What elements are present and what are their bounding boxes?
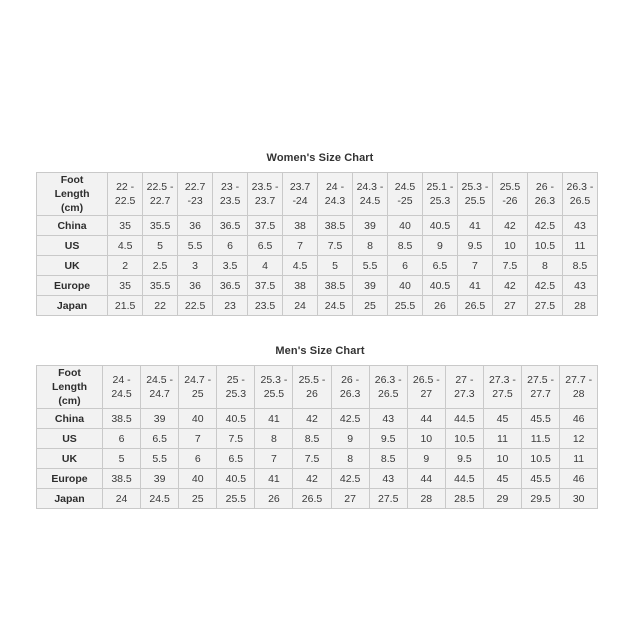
- mens-size-cell: 40.5: [217, 469, 255, 489]
- womens-row-label: China: [37, 216, 108, 236]
- womens-size-cell: 42.5: [527, 216, 562, 236]
- womens-row-label: US: [37, 236, 108, 256]
- mens-size-cell: 44.5: [445, 409, 483, 429]
- womens-size-cell: 28: [562, 296, 597, 316]
- womens-size-cell: 36: [178, 276, 213, 296]
- womens-size-cell: 3: [178, 256, 213, 276]
- womens-size-cell: 26: [422, 296, 457, 316]
- womens-size-cell: 23.5: [248, 296, 283, 316]
- mens-size-cell: 42: [293, 469, 331, 489]
- womens-size-cell: 8.5: [388, 236, 423, 256]
- womens-size-cell: 35: [108, 276, 143, 296]
- womens-size-cell: 23: [213, 296, 248, 316]
- mens-size-cell: 9.5: [445, 449, 483, 469]
- womens-size-cell: 2: [108, 256, 143, 276]
- womens-size-cell: 6.5: [422, 256, 457, 276]
- mens-size-cell: 8.5: [293, 429, 331, 449]
- mens-row-label: Europe: [37, 469, 103, 489]
- womens-foot-length-cell: 23.7 -24: [283, 173, 318, 216]
- mens-size-cell: 24: [103, 489, 141, 509]
- mens-size-cell: 28.5: [445, 489, 483, 509]
- mens-size-cell: 45: [483, 409, 521, 429]
- mens-row-japan: [37, 489, 598, 509]
- womens-size-cell: 42: [492, 276, 527, 296]
- mens-size-cell: 8: [331, 449, 369, 469]
- mens-row-us: [37, 429, 598, 449]
- mens-size-cell: 6.5: [141, 429, 179, 449]
- womens-size-cell: 4: [248, 256, 283, 276]
- womens-size-cell: 6: [388, 256, 423, 276]
- mens-size-cell: 24.5: [141, 489, 179, 509]
- womens-size-cell: 22: [143, 296, 178, 316]
- mens-foot-length-cell: 25.5 - 26: [293, 366, 331, 409]
- mens-foot-length-cell: 27.5 - 27.7: [522, 366, 560, 409]
- mens-size-cell: 11: [560, 449, 598, 469]
- womens-foot-length-cell: 25.3 - 25.5: [457, 173, 492, 216]
- mens-size-cell: 12: [560, 429, 598, 449]
- mens-row-label: Japan: [37, 489, 103, 509]
- womens-size-cell: 40: [388, 276, 423, 296]
- womens-foot-length-cell: 25.5 -26: [492, 173, 527, 216]
- womens-foot-length-cell: 26.3 - 26.5: [562, 173, 597, 216]
- womens-foot-length-cell: 22.5 - 22.7: [143, 173, 178, 216]
- mens-size-cell: 11.5: [522, 429, 560, 449]
- mens-size-cell: 30: [560, 489, 598, 509]
- womens-size-cell: 36.5: [213, 216, 248, 236]
- mens-size-cell: 28: [407, 489, 445, 509]
- mens-size-cell: 26.5: [293, 489, 331, 509]
- womens-row-uk: [37, 256, 598, 276]
- mens-foot-length-cell: 27.3 - 27.5: [483, 366, 521, 409]
- mens-size-cell: 10.5: [522, 449, 560, 469]
- mens-size-cell: 42: [293, 409, 331, 429]
- mens-size-cell: 45.5: [522, 469, 560, 489]
- womens-size-cell: 5: [318, 256, 353, 276]
- mens-size-cell: 8: [255, 429, 293, 449]
- womens-size-cell: 36: [178, 216, 213, 236]
- mens-size-cell: 41: [255, 409, 293, 429]
- womens-size-cell: 36.5: [213, 276, 248, 296]
- womens-foot-length-cell: 23.5 - 23.7: [248, 173, 283, 216]
- mens-size-cell: 44: [407, 409, 445, 429]
- womens-size-cell: 6: [213, 236, 248, 256]
- mens-size-cell: 6: [179, 449, 217, 469]
- mens-size-cell: 29: [483, 489, 521, 509]
- mens-size-cell: 45.5: [522, 409, 560, 429]
- womens-size-cell: 38.5: [318, 276, 353, 296]
- womens-foot-length-cell: 24 - 24.3: [318, 173, 353, 216]
- mens-foot-length-cell: 24.7 - 25: [179, 366, 217, 409]
- womens-size-cell: 10: [492, 236, 527, 256]
- mens-size-table: [36, 365, 598, 509]
- mens-size-cell: 25.5: [217, 489, 255, 509]
- womens-size-cell: 41: [457, 216, 492, 236]
- mens-foot-length-cell: 24 - 24.5: [103, 366, 141, 409]
- mens-size-cell: 25: [179, 489, 217, 509]
- mens-size-cell: 44.5: [445, 469, 483, 489]
- womens-size-cell: 22.5: [178, 296, 213, 316]
- womens-row-us: [37, 236, 598, 256]
- mens-size-cell: 9: [407, 449, 445, 469]
- mens-foot-length-cell: 26.5 - 27: [407, 366, 445, 409]
- womens-size-cell: 42: [492, 216, 527, 236]
- mens-foot-length-row: [37, 366, 598, 409]
- mens-size-cell: 6.5: [217, 449, 255, 469]
- womens-size-cell: 25.5: [388, 296, 423, 316]
- mens-foot-length-cell: 27 - 27.3: [445, 366, 483, 409]
- womens-row-label: UK: [37, 256, 108, 276]
- womens-size-cell: 35: [108, 216, 143, 236]
- womens-size-cell: 38.5: [318, 216, 353, 236]
- mens-size-cell: 26: [255, 489, 293, 509]
- mens-size-cell: 27.5: [369, 489, 407, 509]
- mens-size-cell: 38.5: [103, 469, 141, 489]
- womens-size-cell: 27.5: [527, 296, 562, 316]
- mens-size-cell: 43: [369, 409, 407, 429]
- mens-size-cell: 7.5: [217, 429, 255, 449]
- womens-foot-length-cell: 25.1 - 25.3: [422, 173, 457, 216]
- womens-size-chart-title: Women's Size Chart: [266, 152, 374, 164]
- womens-row-label: Japan: [37, 296, 108, 316]
- womens-foot-length-cell: 22 - 22.5: [108, 173, 143, 216]
- womens-size-cell: 6.5: [248, 236, 283, 256]
- mens-size-cell: 29.5: [522, 489, 560, 509]
- womens-size-cell: 3.5: [213, 256, 248, 276]
- womens-size-cell: 9: [422, 236, 457, 256]
- womens-size-cell: 8.5: [562, 256, 597, 276]
- womens-size-cell: 2.5: [143, 256, 178, 276]
- womens-size-cell: 37.5: [248, 216, 283, 236]
- mens-size-cell: 39: [141, 469, 179, 489]
- womens-size-cell: 39: [353, 276, 388, 296]
- mens-foot-length-cell: 26 - 26.3: [331, 366, 369, 409]
- womens-size-table: [36, 172, 598, 316]
- womens-foot-length-cell: 23 - 23.5: [213, 173, 248, 216]
- mens-size-cell: 10.5: [445, 429, 483, 449]
- mens-size-cell: 11: [483, 429, 521, 449]
- womens-size-cell: 38: [283, 216, 318, 236]
- womens-size-cell: 4.5: [108, 236, 143, 256]
- mens-size-chart-title: Men's Size Chart: [275, 345, 365, 357]
- mens-row-label: China: [37, 409, 103, 429]
- womens-size-cell: 5: [143, 236, 178, 256]
- womens-foot-length-cell: 22.7 -23: [178, 173, 213, 216]
- womens-size-cell: 26.5: [457, 296, 492, 316]
- womens-size-cell: 24: [283, 296, 318, 316]
- mens-size-cell: 44: [407, 469, 445, 489]
- womens-size-cell: 9.5: [457, 236, 492, 256]
- womens-size-cell: 37.5: [248, 276, 283, 296]
- mens-row-uk: [37, 449, 598, 469]
- mens-size-cell: 40.5: [217, 409, 255, 429]
- mens-size-cell: 43: [369, 469, 407, 489]
- womens-size-cell: 7: [457, 256, 492, 276]
- womens-size-cell: 10.5: [527, 236, 562, 256]
- womens-size-cell: 39: [353, 216, 388, 236]
- womens-size-cell: 5.5: [178, 236, 213, 256]
- mens-size-cell: 40: [179, 469, 217, 489]
- womens-size-cell: 21.5: [108, 296, 143, 316]
- mens-size-cell: 42.5: [331, 409, 369, 429]
- mens-row-china: [37, 409, 598, 429]
- mens-row-europe: [37, 469, 598, 489]
- mens-size-cell: 42.5: [331, 469, 369, 489]
- mens-size-cell: 10: [407, 429, 445, 449]
- mens-size-cell: 27: [331, 489, 369, 509]
- womens-row-china: [37, 216, 598, 236]
- mens-size-cell: 38.5: [103, 409, 141, 429]
- mens-size-cell: 41: [255, 469, 293, 489]
- womens-row-japan: [37, 296, 598, 316]
- mens-size-cell: 10: [483, 449, 521, 469]
- mens-foot-length-cell: 25 - 25.3: [217, 366, 255, 409]
- mens-size-cell: 46: [560, 469, 598, 489]
- mens-size-cell: 45: [483, 469, 521, 489]
- womens-size-cell: 4.5: [283, 256, 318, 276]
- mens-size-cell: 9: [331, 429, 369, 449]
- womens-size-cell: 7: [283, 236, 318, 256]
- womens-size-cell: 35.5: [143, 216, 178, 236]
- womens-size-cell: 11: [562, 236, 597, 256]
- womens-row-label: Europe: [37, 276, 108, 296]
- womens-foot-length-row: [37, 173, 598, 216]
- womens-size-cell: 43: [562, 216, 597, 236]
- womens-size-cell: 40.5: [422, 276, 457, 296]
- mens-foot-length-cell: 25.3 - 25.5: [255, 366, 293, 409]
- mens-size-cell: 6: [103, 429, 141, 449]
- womens-size-cell: 43: [562, 276, 597, 296]
- womens-size-cell: 38: [283, 276, 318, 296]
- womens-foot-length-cell: 24.3 - 24.5: [353, 173, 388, 216]
- mens-size-cell: 46: [560, 409, 598, 429]
- womens-size-cell: 40.5: [422, 216, 457, 236]
- womens-size-cell: 7.5: [318, 236, 353, 256]
- womens-size-cell: 8: [527, 256, 562, 276]
- womens-size-cell: 25: [353, 296, 388, 316]
- womens-foot-length-cell: 24.5 -25: [388, 173, 423, 216]
- mens-size-cell: 7: [179, 429, 217, 449]
- mens-size-cell: 8.5: [369, 449, 407, 469]
- mens-size-cell: 5.5: [141, 449, 179, 469]
- womens-size-cell: 5.5: [353, 256, 388, 276]
- mens-size-cell: 7.5: [293, 449, 331, 469]
- mens-foot-length-label: Foot Length (cm): [37, 366, 103, 409]
- mens-size-cell: 40: [179, 409, 217, 429]
- mens-row-label: UK: [37, 449, 103, 469]
- womens-size-cell: 27: [492, 296, 527, 316]
- womens-size-cell: 40: [388, 216, 423, 236]
- mens-foot-length-cell: 24.5 - 24.7: [141, 366, 179, 409]
- womens-foot-length-cell: 26 - 26.3: [527, 173, 562, 216]
- womens-size-cell: 8: [353, 236, 388, 256]
- mens-size-cell: 39: [141, 409, 179, 429]
- mens-size-cell: 5: [103, 449, 141, 469]
- mens-row-label: US: [37, 429, 103, 449]
- mens-size-cell: 9.5: [369, 429, 407, 449]
- womens-size-cell: 41: [457, 276, 492, 296]
- mens-size-cell: 7: [255, 449, 293, 469]
- mens-foot-length-cell: 27.7 - 28: [560, 366, 598, 409]
- womens-foot-length-label: Foot Length (cm): [37, 173, 108, 216]
- womens-size-cell: 7.5: [492, 256, 527, 276]
- womens-size-cell: 24.5: [318, 296, 353, 316]
- womens-row-europe: [37, 276, 598, 296]
- womens-size-cell: 42.5: [527, 276, 562, 296]
- womens-size-cell: 35.5: [143, 276, 178, 296]
- mens-foot-length-cell: 26.3 - 26.5: [369, 366, 407, 409]
